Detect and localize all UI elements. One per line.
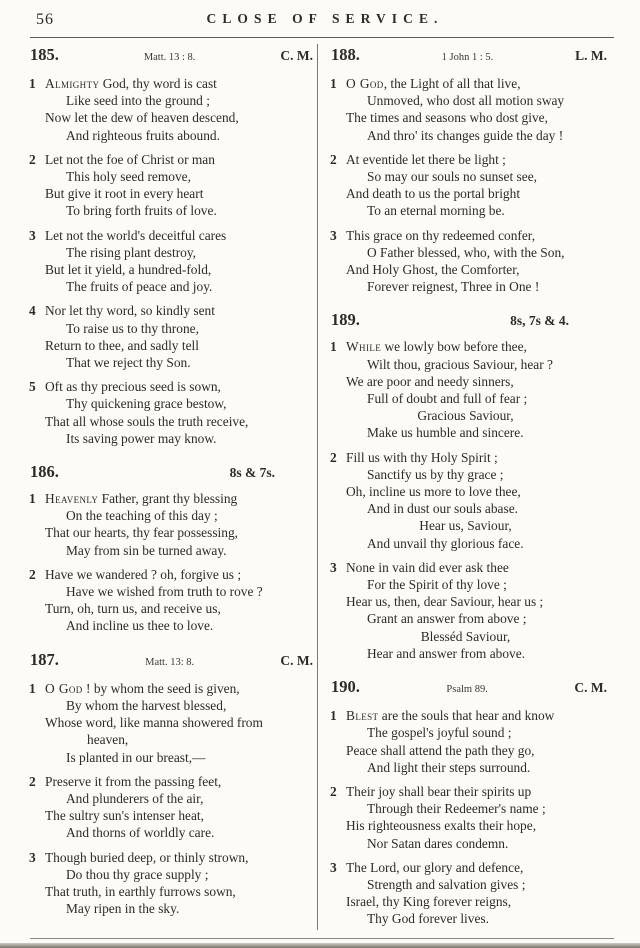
page-header [0,0,640,36]
page-title: CLOSE OF SERVICE. [206,11,444,26]
hymn-number: 187. [30,649,59,669]
verse-number: 4 [29,303,36,319]
verse-line: O Father blessed, who, with the Son, [367,244,565,260]
verse-line: Strength and salvation gives ; [367,876,526,892]
verse-line: Let not the world's deceitful cares [45,227,227,243]
verse-line: But give it root in every heart [45,186,204,202]
verse [30,151,317,220]
columns-container [0,38,640,934]
hymn-head [331,677,611,700]
small-caps-word: Blest [346,708,379,724]
verse-line: His righteousness exalts their hope, [346,818,537,834]
verse-line: Have we wandered ? oh, forgive us ; [45,566,242,582]
hymn-meter: 8s & 7s. [229,465,275,481]
verse-line: Turn, oh, turn us, and receive us, [45,601,221,617]
verse-line: Preserve it from the passing feet, [45,773,222,789]
verse [331,449,611,552]
verse-line: Sanctify us by thy grace ; [367,466,504,482]
verse-line: Hear and answer from above. [367,645,526,661]
verse-line: To bring forth fruits of love. [66,203,217,219]
verse-number: 3 [29,227,36,243]
hymn-number: 185. [30,45,59,64]
verse-line: For the Spirit of thy love ; [367,577,507,593]
verse [331,859,611,928]
verse-line: And incline us thee to love. [66,618,214,634]
verse-line: To raise us to thy throne, [66,320,199,336]
verse [331,559,611,662]
verse-line: Oft as thy precious seed is sown, [45,379,221,395]
verse-line: Return to thee, and sadly tell [45,337,199,353]
hymn-reference: 1 John 1 : 5. [441,52,494,63]
verse-line: Heavenly Father, grant thy blessing [45,491,238,507]
hymn-reference: Matt. 13 : 8. [143,52,196,63]
small-caps-word: O God [45,680,83,696]
verse-line: This holy seed remove, [66,169,191,185]
verse-line: Now let the dew of heaven descend, [45,110,239,126]
verse-line: At eventide let there be light ; [346,151,506,167]
verse-line: Have we wished from truth to rove ? [66,584,263,600]
verse [331,151,611,220]
verse [331,707,611,776]
verse-line: Peace shall attend the path they go, [346,742,535,758]
verse-line: And plunderers of the air, [66,790,204,806]
hymn-188 [331,45,611,295]
verse-line: Nor Satan dares condemn. [367,835,509,851]
verse-line: That all whose souls the truth receive, [45,413,249,429]
verse-line: O God, the Light of all that live, [346,76,521,91]
verse-line: Grant an answer from above ; [367,611,527,627]
hymn-meter: C. M. [280,652,313,668]
verse [30,227,317,296]
hymn-190 [331,677,611,927]
verse [30,302,317,371]
verse-line: Through their Redeemer's name ; [367,801,546,817]
verse-line: Blesséd Saviour, [420,628,511,644]
verse-line: The rising plant destroy, [66,244,197,260]
verse-number: 3 [330,227,337,243]
verse-number: 3 [330,559,337,575]
verse-line: The sultry sun's intenser heat, [45,808,204,824]
hymn-186 [30,462,317,635]
right-column [318,41,611,934]
hymn-meter: C. M. [280,48,313,63]
verse-number: 2 [330,783,337,799]
verse-number: 1 [330,76,337,91]
hymn-number: 190. [331,677,360,697]
verse-line: The Lord, our glory and defence, [346,859,524,875]
small-caps-word: Heavenly [45,491,99,507]
verse-line: Hear us, then, dear Saviour, hear us ; [346,594,544,610]
verse [331,227,611,296]
verse-line: And unvail thy glorious face. [367,535,524,551]
verse-line: That we reject thy Son. [66,355,191,371]
verse-line: That truth, in earthly furrows sown, [45,883,236,899]
verse-number: 2 [330,151,337,167]
verse-line: Its saving power may know. [66,430,217,446]
small-caps-word: While [346,339,382,355]
hymn-number: 186. [30,462,59,482]
verse-line: And light their steps surround. [367,759,531,775]
verse-line: Though buried deep, or thinly strown, [45,849,249,865]
verse-number: 1 [29,76,36,91]
hymn-head [30,650,317,673]
verse-number: 1 [330,708,337,724]
verse [331,75,611,144]
verse-line: None in vain did ever ask thee [346,559,509,575]
verse-number: 5 [29,379,36,395]
verse-line: Nor let thy word, so kindly sent [45,303,215,319]
verse-line: The fruits of peace and joy. [66,279,213,295]
verse [30,378,317,447]
verse-line: So may our souls no sunset see, [367,169,537,185]
verse-line: Make us humble and sincere. [367,425,524,441]
hymn-head [30,45,317,68]
verse-line: Thy quickening grace bestow, [66,396,227,412]
verse-line: And thro' its changes guide the day ! [367,127,564,143]
verse-line: heaven, [87,732,129,748]
verse-line: Full of doubt and full of fear ; [367,391,528,407]
hymn-reference: Psalm 89. [446,684,488,696]
verse-line: Unmoved, who dost all motion sway [367,93,565,109]
hymn-number: 188. [331,45,360,64]
verse [331,783,611,852]
verse-line: Like seed into the ground ; [66,93,210,109]
verse [30,680,317,766]
verse-line: Israel, thy King forever reigns, [346,894,512,910]
hymn-number: 189. [331,310,360,330]
hymn-meter: L. M. [575,48,607,63]
verse-line: Fill us with thy Holy Spirit ; [346,449,498,465]
verse-line: Whose word, like manna showered from [45,715,263,731]
hymn-187 [30,650,317,918]
verse-number: 1 [330,339,337,355]
small-caps-word: Almighty [45,76,100,91]
verse-line: While we lowly bow before thee, [346,339,527,355]
hymn-meter: 8s, 7s & 4. [510,313,569,329]
verse-line: May ripen in the sky. [66,901,180,917]
verse-line: O God ! by whom the seed is given, [45,680,240,696]
verse-line: And in dust our souls abase. [367,501,519,517]
verse-number: 2 [29,566,36,582]
verse-line: Do thou thy grace supply ; [66,866,209,882]
verse [30,849,317,918]
verse-line: The times and seasons who dost give, [346,110,548,126]
verse-line: And Holy Ghost, the Comforter, [346,262,520,278]
hymn-reference: Matt. 13: 8. [145,656,195,668]
hymn-189 [331,310,611,662]
verse-line: Their joy shall bear their spirits up [346,783,532,799]
verse-line: The gospel's joyful sound ; [367,725,512,741]
hymn-head [331,45,611,68]
verse-line: Wilt thou, gracious Saviour, hear ? [367,356,553,372]
verse-line: And righteous fruits abound. [66,127,220,143]
verse-number: 2 [330,449,337,465]
verse-line: Is planted in our breast,— [66,749,206,765]
verse-line: Forever reignest, Three in One ! [367,279,540,295]
verse-line: And thorns of worldly care. [66,825,215,841]
verse-line: By whom the harvest blessed, [66,697,227,713]
verse-line: We are poor and needy sinners, [346,373,514,389]
verse-line: On the teaching of this day ; [66,508,218,524]
verse [30,75,317,144]
hymn-meter: C. M. [574,680,607,696]
verse-line: Oh, incline us more to love thee, [346,484,521,500]
verse [30,773,317,842]
small-caps-word: O God [346,76,384,91]
verse-number: 1 [29,491,36,507]
verse-number: 2 [29,773,36,789]
verse-number: 3 [29,849,36,865]
verse-line: Let not the foe of Christ or man [45,151,215,167]
verse-line: Hear us, Saviour, [419,518,512,534]
verse-line: Almighty God, thy word is cast [45,76,217,91]
left-column [30,41,317,934]
verse-number: 2 [29,151,36,167]
hymn-185 [30,45,317,447]
verse-line: May from sin be turned away. [66,542,227,558]
verse-line: Blest are the souls that hear and know [346,708,555,724]
hymn-head [331,310,611,331]
verse [30,566,317,635]
verse-number: 1 [29,680,36,696]
verse-line: To an eternal morning be. [367,203,505,219]
verse [30,490,317,559]
bottom-rule [30,938,614,939]
verse-line: Thy God forever lives. [367,911,489,927]
verse-line: Gracious Saviour, [417,408,514,424]
verse-line: This grace on thy redeemed confer, [346,227,536,243]
hymn-head [30,462,317,483]
verse-line: That our hearts, thy fear possessing, [45,525,239,541]
page-number: 56 [36,11,54,28]
verse-line: And death to us the portal bright [346,186,521,202]
verse-line: But let it yield, a hundred-fold, [45,262,212,278]
verse [331,338,611,441]
verse-number: 3 [330,859,337,875]
